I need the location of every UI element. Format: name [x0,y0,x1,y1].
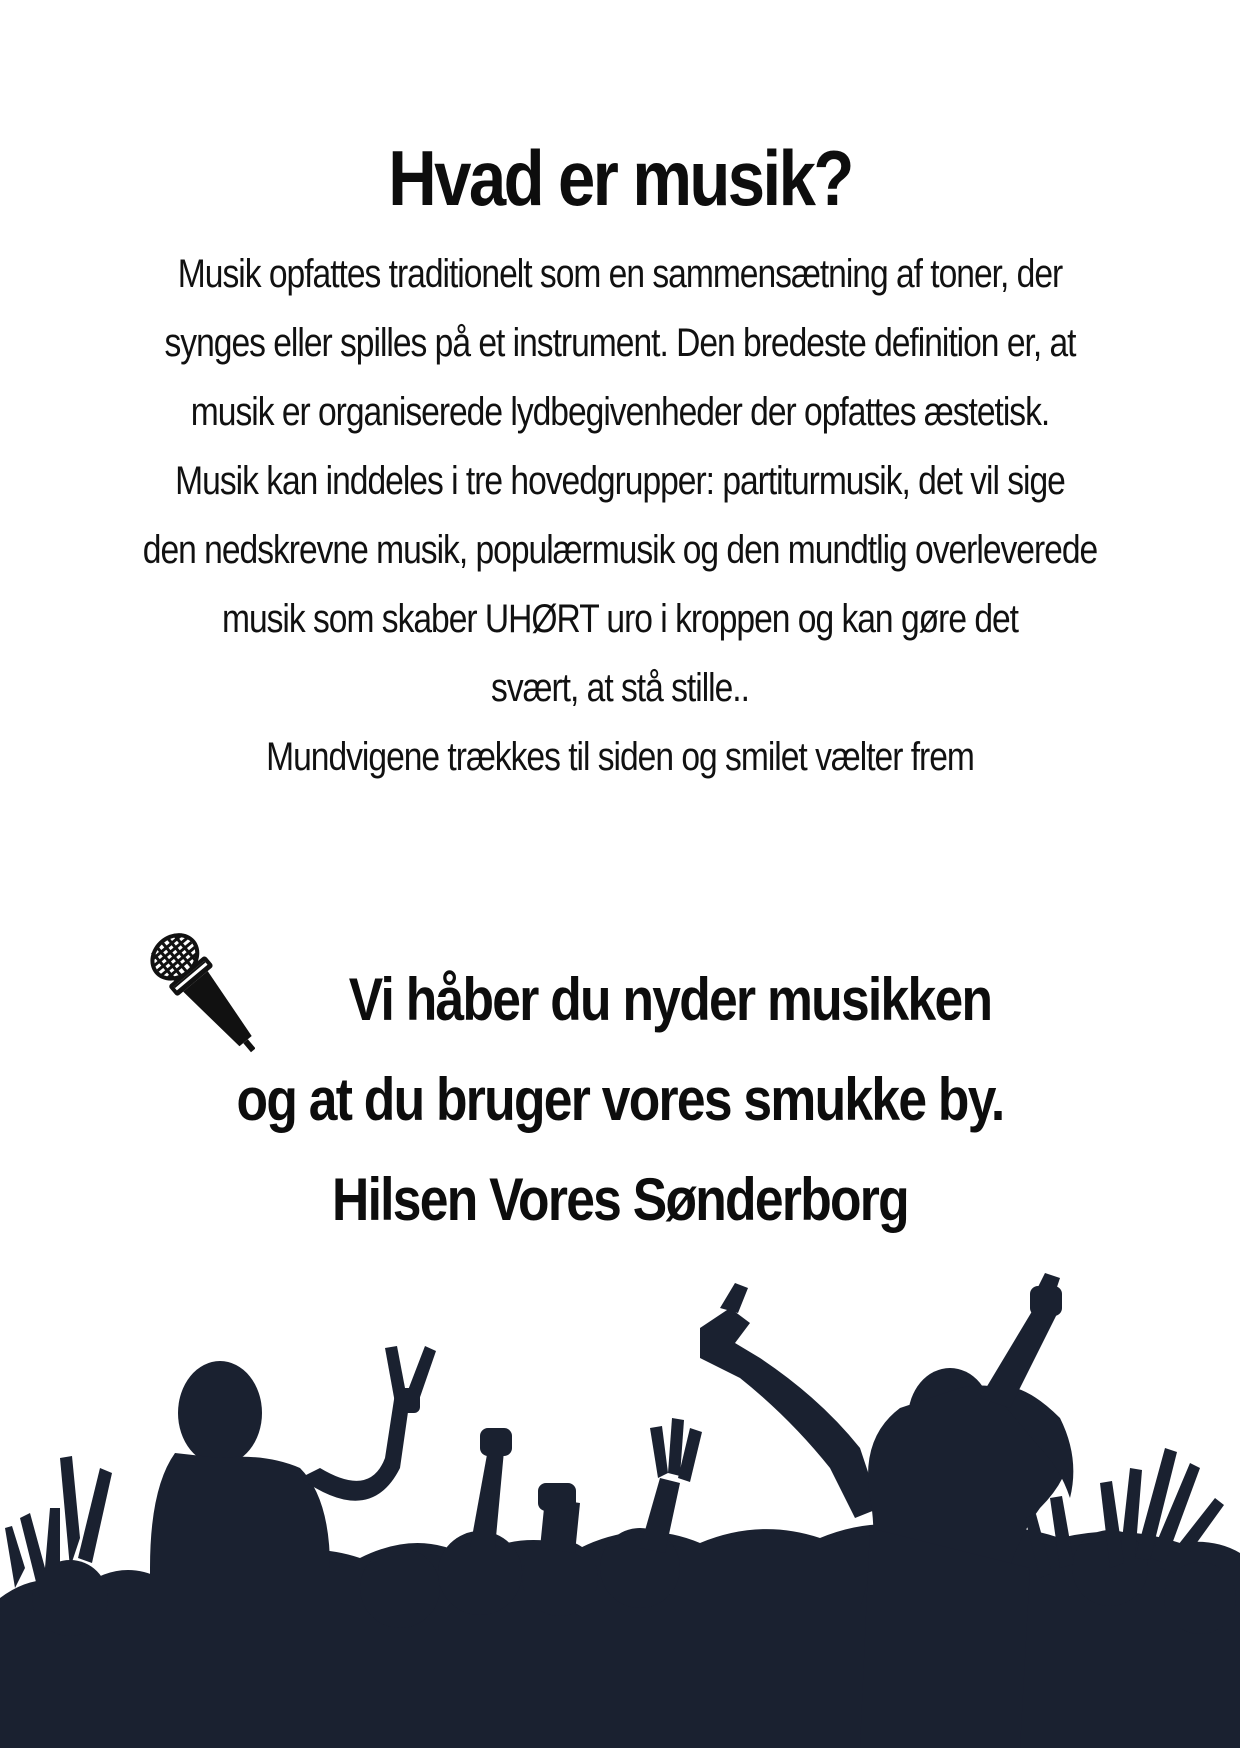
body-line: den nedskrevne musik, populærmusik og den mundtlig overleverede [142,528,1098,572]
body-line: musik er organiserede lydbegivenheder der opfattes æstetisk. [190,390,1050,434]
body-line: musik som skaber UHØRT uro i kroppen og kan gøre det [221,597,1019,641]
closing-line-3: Hilsen Vores Sønderborg [332,1166,908,1233]
concert-crowd-silhouette [0,1268,1240,1748]
body-line: synges eller spilles på et instrument. Den bredeste definition er, at [164,321,1076,365]
body-paragraph [0,240,1240,792]
body-line: Musik opfattes traditionelt som en sammensætning af toner, der [177,252,1063,296]
closing-line-2: og at du bruger vores smukke by. [236,1066,1004,1133]
page-title: Hvad er musik? [388,134,852,222]
body-line: Musik kan inddeles i tre hovedgrupper: partiturmusik, det vil sige [175,459,1065,503]
body-line: svært, at stå stille.. [491,666,749,710]
closing-message [0,950,1240,1250]
body-line: Mundvigene trækkes til siden og smilet vælter frem [266,735,974,779]
closing-line-1: Vi håber du nyder musikken [348,966,992,1033]
